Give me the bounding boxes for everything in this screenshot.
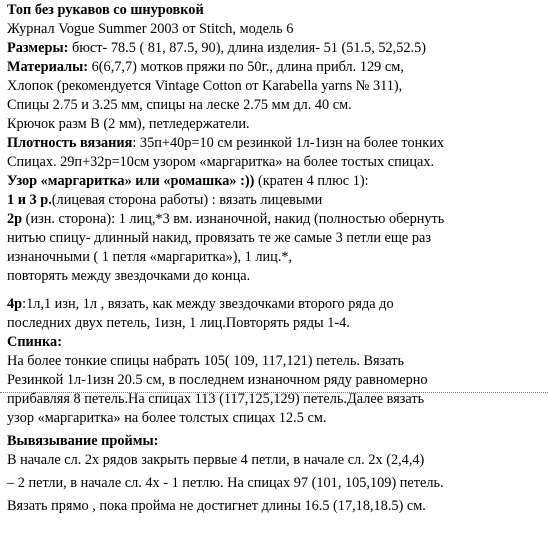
armhole-line-1: В начале сл. 2х рядов закрыть первые 4 петли, в начале сл. 2х (2,4,4)	[7, 452, 425, 468]
document-title: Топ без рукавов со шнуровкой	[7, 2, 204, 18]
row-2-line-4: повторять между звездочками до конца.	[7, 268, 251, 284]
back-line-3: прибавляя 8 петель.На спицах 113 (117,125,129) петель.Далее вязать	[7, 391, 425, 407]
row-4-label: 4р	[7, 296, 23, 312]
armhole-line-3: Вязать прямо , пока пройма не достигнет длины 16.5 (17,18,18.5) см.	[7, 498, 426, 514]
sizes-label: Размеры:	[7, 40, 69, 56]
armhole-heading: Вывязывание проймы:	[7, 433, 159, 449]
back-line-2: Резинкой 1л-1изн 20.5 см, в последнем изнаночном ряду равномерно	[7, 372, 428, 388]
magazine-source: Журнал Vogue Summer 2003 от Stitch, модель 6	[7, 21, 294, 37]
sizes-text: бюст- 78.5 ( 81, 87.5, 90), длина изделия- 51 (51.5, 52,52.5)	[68, 40, 427, 56]
row-1-3-line	[7, 191, 322, 210]
pattern-text: (кратен 4 плюс 1):	[254, 173, 369, 189]
materials-text: 6(6,7,7) мотков пряжи по 50г., длина прибл. 129 см,	[88, 59, 404, 75]
pattern-heading-line	[7, 172, 369, 191]
gauge-text: : 35п+40р=10 см резинкой 1л-1изн на более тонких	[132, 135, 445, 151]
materials-line	[7, 58, 404, 77]
row-4-line-2: последних двух петель, 1изн, 1 лиц.Повторять ряды 1-4.	[7, 315, 350, 331]
gauge-label: Плотность вязания	[7, 135, 133, 151]
materials-yarn: Хлопок (рекомендуется Vintage Cotton от Karabella yarns № 311),	[7, 78, 403, 94]
row-4-text: :1л,1 изн, 1л , вязать, как между звездочками второго ряда до	[22, 296, 394, 312]
back-line-4: узор «маргаритка» на более толстых спицах 12.5 см.	[7, 410, 327, 426]
row-2-text: (изн. сторона): 1 лиц,*3 вм. изнаночной, накид (полностью обернуть	[22, 211, 445, 227]
pattern-label: Узор «маргаритка» или «ромашка» :))	[7, 173, 255, 189]
row-4-line	[7, 295, 394, 314]
gauge-line-2: Спицах. 29п+32р=10см узором «маргаритка» на более тостых спицах.	[7, 154, 435, 170]
row-2-line-2: нитью спицу- длинный накид, провязать те же самые 3 петли еще раз	[7, 230, 431, 246]
materials-hook: Крючок разм В (2 мм), петледержатели.	[7, 116, 250, 132]
gauge-line	[7, 134, 444, 153]
row-1-3-text: (лицевая сторона работы) : вязать лицевыми	[51, 192, 323, 208]
sizes-line	[7, 39, 426, 58]
row-2-label: 2р	[7, 211, 23, 227]
materials-needles: Спицы 2.75 и 3.25 мм, спицы на леске 2.75 мм дл. 40 см.	[7, 97, 352, 113]
materials-label: Материалы:	[7, 59, 89, 75]
armhole-line-2: – 2 петли, в начале сл. 4х - 1 петлю. На спицах 97 (101, 105,109) петель.	[7, 475, 444, 491]
back-line-1: На более тонкие спицы набрать 105( 109, 117,121) петель. Вязать	[7, 353, 405, 369]
row-1-3-label: 1 и 3 р.	[7, 192, 52, 208]
row-2-line	[7, 210, 444, 229]
row-2-line-3: изнаночными ( 1 петля «маргаритка»), 1 лиц.*,	[7, 249, 293, 265]
back-heading: Спинка:	[7, 334, 62, 350]
